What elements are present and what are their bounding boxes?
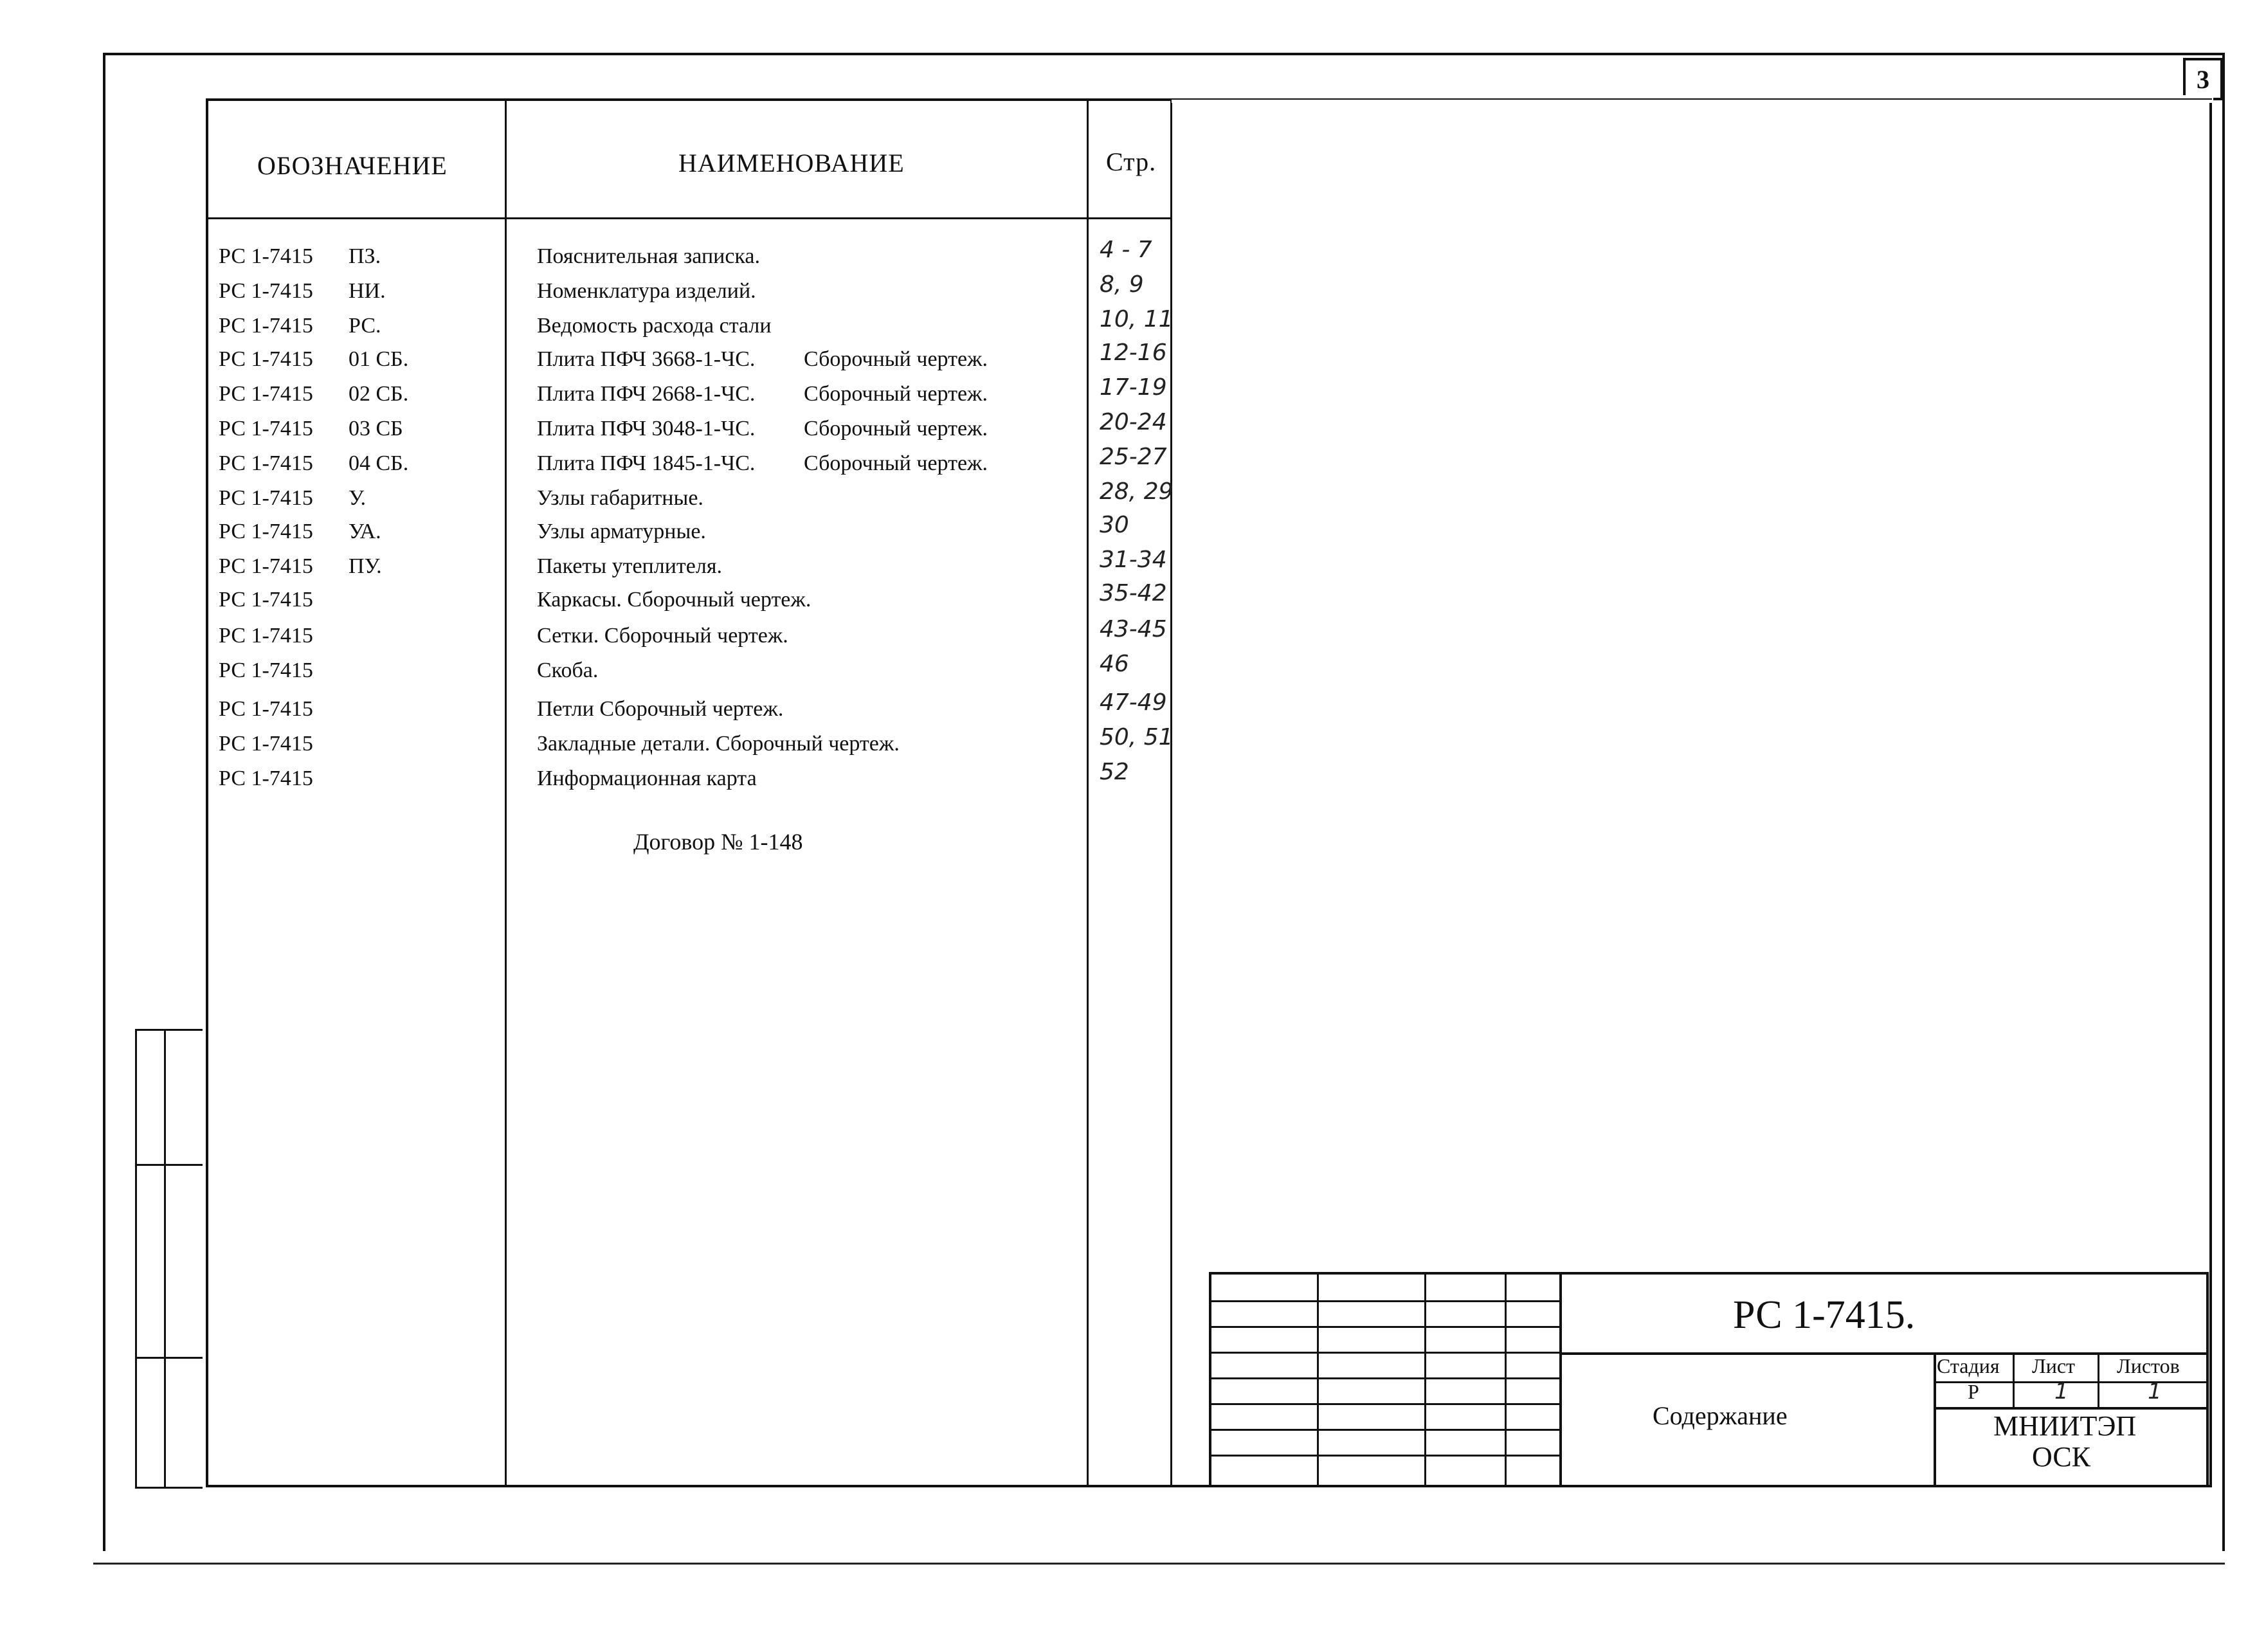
signature-grid-line — [1209, 1326, 1559, 1328]
signature-grid-line — [1209, 1377, 1559, 1379]
organization-department: ОСК — [2032, 1441, 2091, 1473]
row-code: РС 1-7415 — [219, 624, 313, 648]
binding-stamp-line-1 — [135, 1164, 203, 1166]
row-code: РС 1-7415 — [219, 314, 313, 338]
row-suffix: ПЗ. — [349, 244, 381, 268]
sheets-label: Листов — [2117, 1354, 2180, 1377]
row-suffix: 01 СБ. — [349, 347, 409, 371]
signature-grid-col-4 — [1559, 1272, 1562, 1487]
row-name: Номенклатура изделий. — [537, 279, 756, 303]
document-title: Содержание — [1653, 1401, 1788, 1430]
header-divider — [206, 217, 1170, 219]
row-code: РС 1-7415 — [219, 417, 313, 440]
document-code: РС 1-7415. — [1733, 1293, 1916, 1337]
row-suffix: 04 СБ. — [349, 451, 409, 475]
contract-number: Договор № 1-148 — [633, 829, 803, 855]
top-border-right — [1170, 98, 2212, 100]
header-page: Стр. — [1106, 147, 1157, 176]
row-suffix: У. — [349, 486, 367, 510]
row-code: РС 1-7415 — [219, 554, 313, 578]
header-designation: ОБОЗНАЧЕНИЕ — [257, 151, 448, 180]
row-name: Ведомость расхода стали — [537, 314, 772, 338]
title-block-stage-divider — [1934, 1352, 1936, 1487]
row-name-detail: Сборочный чертеж. — [804, 451, 988, 475]
outer-frame-bottom — [93, 1563, 2225, 1565]
row-name: Пояснительная записка. — [537, 244, 761, 268]
binding-stamp — [135, 1029, 203, 1489]
row-name: Информационная карта — [537, 767, 757, 790]
signature-grid-line — [1209, 1403, 1559, 1405]
signature-grid-line — [1209, 1429, 1559, 1431]
row-name: Скоба. — [537, 658, 599, 682]
signature-grid-line — [1209, 1352, 1559, 1354]
row-pages: 12-16 — [1100, 340, 1167, 366]
row-pages: 4 - 7 — [1100, 237, 1152, 263]
sheet-number: 3 — [2183, 58, 2223, 100]
row-pages: 17-19 — [1100, 374, 1167, 401]
row-code: РС 1-7415 — [219, 732, 313, 756]
binding-stamp-divider — [164, 1029, 166, 1489]
row-suffix: РС. — [349, 314, 381, 338]
row-name-detail: Сборочный чертеж. — [804, 382, 988, 406]
header-name: НАИМЕНОВАНИЕ — [678, 149, 905, 177]
row-pages: 35-42 — [1100, 580, 1167, 606]
row-pages: 50, 51 — [1100, 724, 1174, 750]
row-name: Узлы габаритные. — [537, 486, 703, 510]
row-code: РС 1-7415 — [219, 382, 313, 406]
row-code: РС 1-7415 — [219, 451, 313, 475]
row-code: РС 1-7415 — [219, 244, 313, 268]
row-name: Плита ПФЧ 3668-1-ЧС. — [537, 347, 756, 371]
row-pages: 20-24 — [1100, 409, 1167, 435]
row-code: РС 1-7415 — [219, 767, 313, 790]
stage-value: Р — [1968, 1380, 1979, 1403]
stage-cell-divider-2 — [2098, 1352, 2099, 1407]
row-pages: 8, 9 — [1100, 271, 1144, 298]
row-code: РС 1-7415 — [219, 347, 313, 371]
column-divider-designation — [505, 98, 507, 1487]
row-pages: 25-27 — [1100, 444, 1167, 470]
row-name: Пакеты утеплителя. — [537, 554, 722, 578]
row-code: РС 1-7415 — [219, 520, 313, 543]
row-pages: 10, 11 — [1100, 306, 1174, 332]
sheet-label: Лист — [2032, 1354, 2076, 1377]
title-block-code-divider — [1559, 1352, 2209, 1355]
row-pages: 46 — [1100, 651, 1129, 677]
sheet-value: 1 — [2054, 1379, 2069, 1404]
row-name: Узлы арматурные. — [537, 520, 706, 543]
signature-grid-line — [1209, 1300, 1559, 1302]
row-suffix: ПУ. — [349, 554, 382, 578]
row-code: РС 1-7415 — [219, 697, 313, 721]
row-pages: 28, 29 — [1100, 478, 1174, 505]
row-name: Плита ПФЧ 1845-1-ЧС. — [537, 451, 756, 475]
row-name: Сетки. Сборочный чертеж. — [537, 624, 788, 648]
row-name: Каркасы. Сборочный чертеж. — [537, 588, 811, 612]
row-pages: 43-45 — [1100, 616, 1167, 642]
row-suffix: НИ. — [349, 279, 386, 303]
binding-stamp-line-2 — [135, 1357, 203, 1359]
row-code: РС 1-7415 — [219, 486, 313, 510]
sheets-value: 1 — [2148, 1379, 2162, 1404]
row-name: Плита ПФЧ 2668-1-ЧС. — [537, 382, 756, 406]
row-name-detail: Сборочный чертеж. — [804, 347, 988, 371]
row-suffix: 02 СБ. — [349, 382, 409, 406]
row-code: РС 1-7415 — [219, 658, 313, 682]
stage-cell-divider-1 — [2013, 1352, 2015, 1407]
column-divider-name — [1087, 98, 1089, 1487]
row-code: РС 1-7415 — [219, 279, 313, 303]
row-name: Петли Сборочный чертеж. — [537, 697, 784, 721]
row-pages: 52 — [1100, 759, 1129, 785]
row-pages: 30 — [1100, 512, 1129, 538]
row-pages: 31-34 — [1100, 547, 1167, 573]
row-name: Плита ПФЧ 3048-1-ЧС. — [537, 417, 756, 440]
row-name: Закладные детали. Сборочный чертеж. — [537, 732, 900, 756]
organization-name: МНИИТЭП — [1993, 1410, 2137, 1442]
row-pages: 47-49 — [1100, 689, 1167, 716]
row-suffix: УА. — [349, 520, 381, 543]
signature-grid-line — [1209, 1455, 1559, 1457]
row-name-detail: Сборочный чертеж. — [804, 417, 988, 440]
stage-label: Стадия — [1937, 1354, 2000, 1377]
row-code: РС 1-7415 — [219, 588, 313, 612]
row-suffix: 03 СБ — [349, 417, 403, 440]
